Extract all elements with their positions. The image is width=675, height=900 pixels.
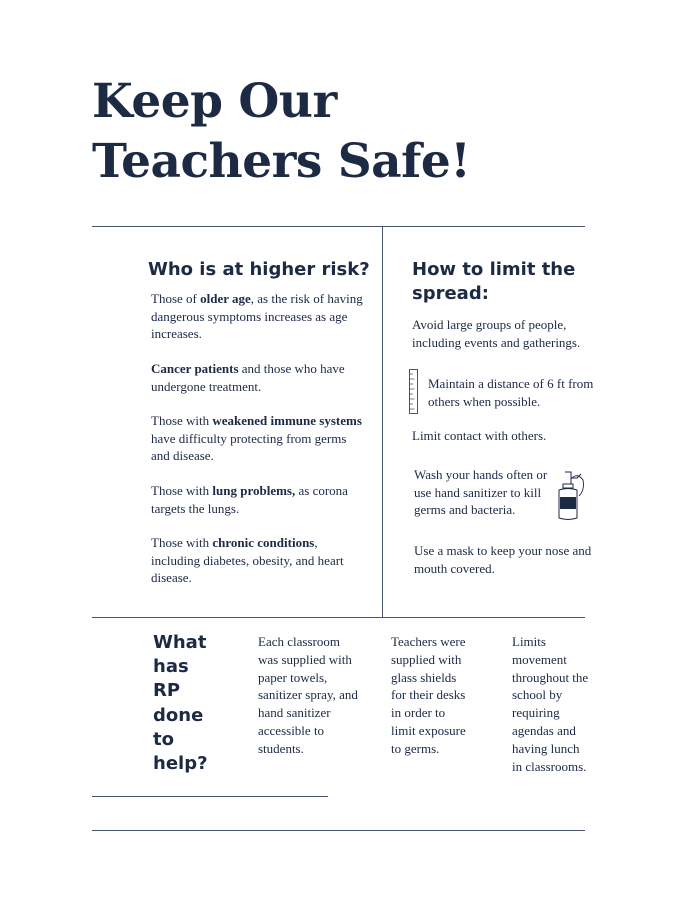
hand-sanitizer-icon: [551, 470, 585, 522]
tip-avoid-groups: Avoid large groups of people, including events and gatherings.: [412, 317, 581, 350]
top-divider: [92, 226, 585, 227]
tip-distance: Maintain a distance of 6 ft from others when possible.: [428, 376, 594, 409]
risk-item-cancer: Cancer patients and those who have undergone treatment.: [151, 361, 345, 394]
help-item-supplies: Each classroom was supplied with paper towels, sanitizer spray, and hand sanitizer accessible to students.: [258, 634, 358, 756]
risk-item-immune: Those with weakened immune systems have difficulty protecting from germs and disease.: [151, 413, 362, 463]
risk-item-bold: chronic conditions: [212, 535, 315, 550]
risk-item-bold: older age: [200, 291, 251, 306]
tip-limit-contact: Limit contact with others.: [412, 428, 547, 443]
middle-divider: [92, 617, 585, 618]
higher-risk-heading: Who is at higher risk?: [148, 259, 370, 280]
help-item-shields: Teachers were supplied with glass shields for their desks in order to limit exposure to germs.: [391, 634, 466, 756]
rp-help-heading: What has RP done to help?: [153, 632, 208, 775]
ruler-icon: [409, 369, 418, 414]
bottom-divider: [92, 830, 585, 831]
page-title-line-2: Teachers Safe!: [92, 134, 471, 189]
short-divider: [92, 796, 328, 797]
risk-item-bold: Cancer patients: [151, 361, 239, 376]
tip-mask: Use a mask to keep your nose and mouth covered.: [414, 543, 592, 576]
risk-item-bold: lung problems,: [212, 483, 296, 498]
limit-spread-heading: How to limit the spread:: [412, 259, 576, 304]
help-item-movement: Limits movement throughout the school by requiring agendas and having lunch in classrooms.: [512, 634, 589, 774]
tip-wash-hands: Wash your hands often or use hand sanitizer to kill germs and bacteria.: [414, 467, 548, 517]
risk-item-older-age: Those of older age, as the risk of having dangerous symptoms increases as age increases.: [151, 291, 363, 341]
risk-item-bold: weakened immune systems: [212, 413, 362, 428]
risk-item-chronic: Those with chronic conditions, including diabetes, obesity, and heart disease.: [151, 535, 344, 585]
column-divider: [382, 226, 383, 618]
risk-item-lung: Those with lung problems, as corona targets the lungs.: [151, 483, 348, 516]
page-title: [92, 72, 592, 192]
page-title-line-1: Keep Our: [92, 74, 337, 129]
